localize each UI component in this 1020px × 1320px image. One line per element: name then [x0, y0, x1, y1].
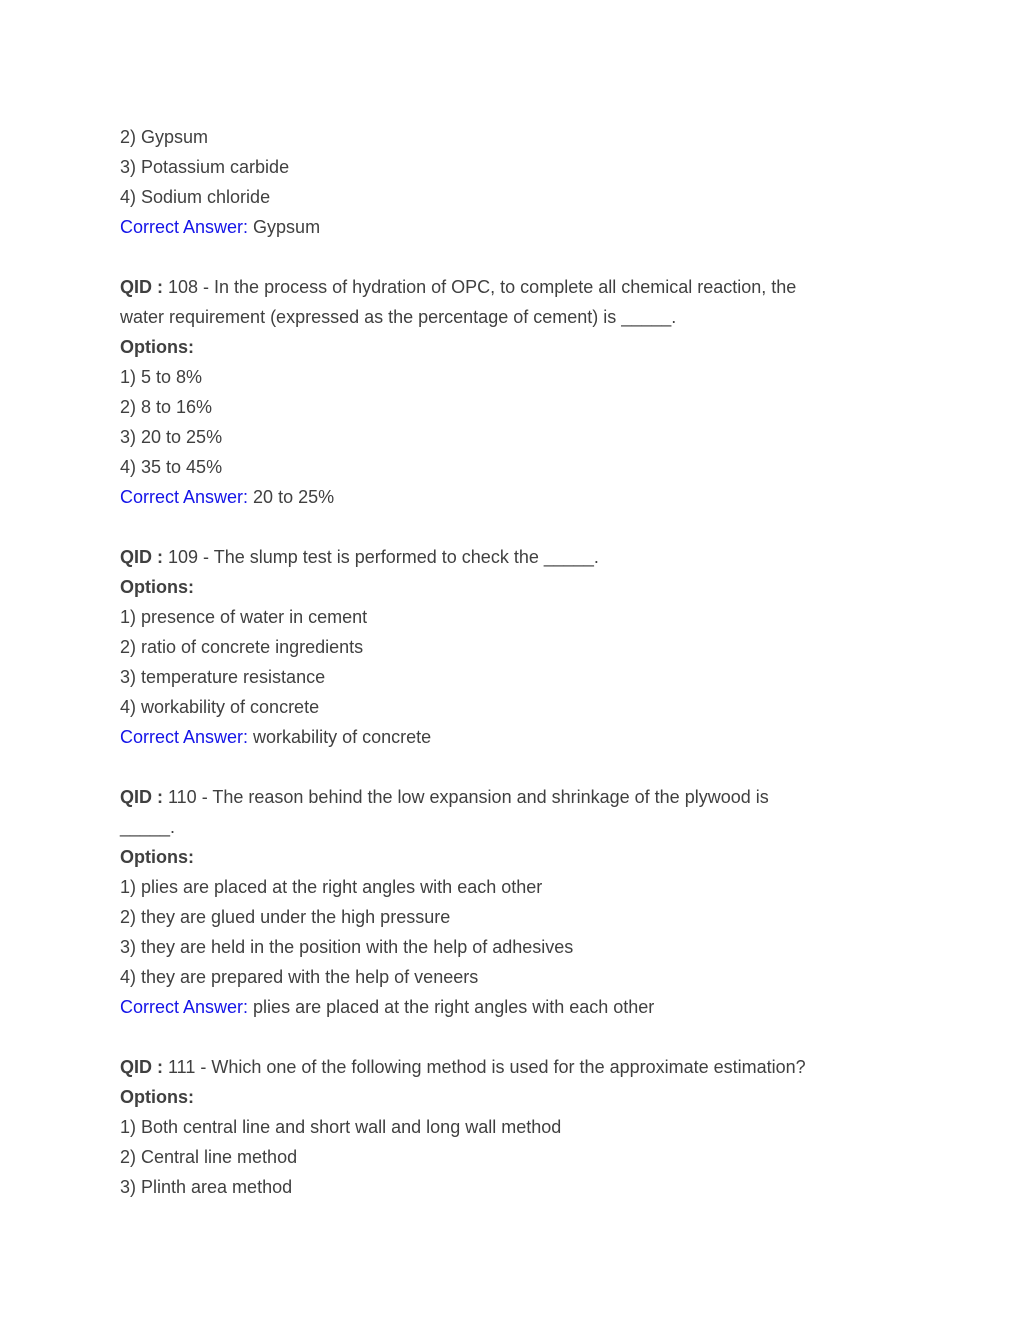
question-block-111 [120, 1052, 900, 1202]
correct-answer-label: Correct Answer: [120, 217, 249, 237]
question-option: 3) Plinth area method [120, 1177, 293, 1197]
question-text: 110 - The reason behind the low expansion and shrinkage of the plywood is [168, 787, 769, 807]
qid-label: QID : [120, 547, 163, 567]
options-label: Options: [120, 577, 194, 597]
question-option: 3) temperature resistance [120, 667, 326, 687]
question-option: 4) they are prepared with the help of veneers [120, 967, 479, 987]
question-heading [120, 542, 900, 572]
correct-answer-label: Correct Answer: [120, 487, 249, 507]
question-option: 2) Central line method [120, 1147, 298, 1167]
correct-answer-value: workability of concrete [253, 727, 432, 747]
question-block-partial [120, 122, 900, 242]
correct-answer-line [120, 722, 900, 752]
question-text: 109 - The slump test is performed to check the _____. [168, 547, 599, 567]
question-option: 2) ratio of concrete ingredients [120, 637, 364, 657]
question-text-continued: water requirement (expressed as the percentage of cement) is _____. [120, 307, 677, 327]
question-option: 3) Potassium carbide [120, 157, 290, 177]
question-option: 1) Both central line and short wall and long wall method [120, 1117, 562, 1137]
options-label: Options: [120, 337, 194, 357]
question-option: 4) 35 to 45% [120, 457, 223, 477]
question-option: 1) 5 to 8% [120, 367, 203, 387]
question-heading [120, 1052, 900, 1082]
correct-answer-label: Correct Answer: [120, 727, 249, 747]
options-label: Options: [120, 847, 194, 867]
qid-label: QID : [120, 277, 163, 297]
correct-answer-label: Correct Answer: [120, 997, 249, 1017]
qid-label: QID : [120, 1057, 163, 1077]
question-option: 2) they are glued under the high pressure [120, 907, 451, 927]
correct-answer-line [120, 482, 900, 512]
question-text: 108 - In the process of hydration of OPC, to complete all chemical reaction, the [168, 277, 797, 297]
question-option: 1) presence of water in cement [120, 607, 368, 627]
correct-answer-line [120, 212, 900, 242]
question-option: 4) Sodium chloride [120, 187, 271, 207]
question-option: 2) 8 to 16% [120, 397, 213, 417]
question-block-110 [120, 782, 900, 1022]
question-text-continued: _____. [120, 817, 176, 837]
question-option: 2) Gypsum [120, 127, 209, 147]
correct-answer-value: 20 to 25% [253, 487, 335, 507]
question-heading [120, 782, 900, 812]
correct-answer-value: Gypsum [253, 217, 321, 237]
question-option: 1) plies are placed at the right angles with each other [120, 877, 543, 897]
question-block-109 [120, 542, 900, 752]
question-heading [120, 272, 900, 302]
question-block-108 [120, 272, 900, 512]
question-option: 3) 20 to 25% [120, 427, 223, 447]
options-label: Options: [120, 1087, 194, 1107]
question-text: 111 - Which one of the following method is used for the approximate estimation? [168, 1057, 806, 1077]
correct-answer-value: plies are placed at the right angles with each other [253, 997, 655, 1017]
question-option: 4) workability of concrete [120, 697, 320, 717]
qid-label: QID : [120, 787, 163, 807]
correct-answer-line [120, 992, 900, 1022]
question-option: 3) they are held in the position with the help of adhesives [120, 937, 574, 957]
